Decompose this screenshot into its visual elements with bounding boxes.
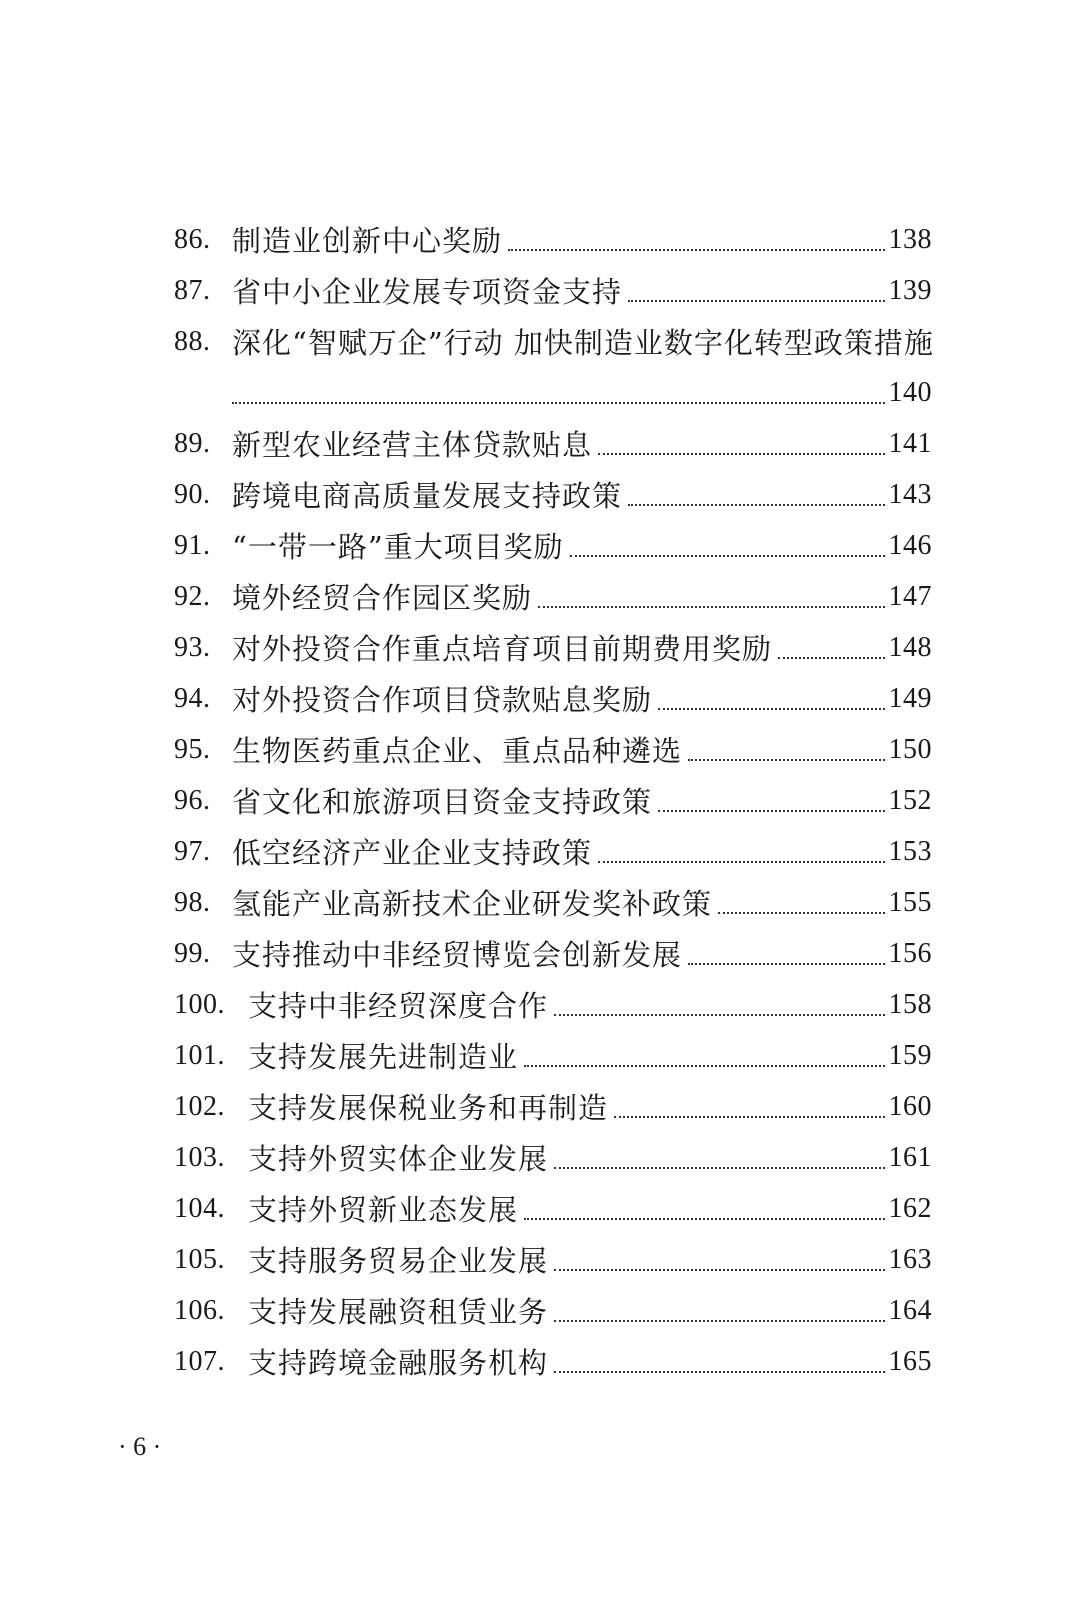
toc-entry-title: 支持发展保税业务和再制造	[248, 1091, 609, 1125]
toc-entry-page: 146	[888, 529, 932, 561]
toc-entry-page: 156	[888, 937, 932, 969]
toc-entry-number: 92.	[174, 580, 211, 612]
toc-entry-number: 99.	[174, 937, 211, 969]
toc-entry-number: 89.	[174, 427, 211, 459]
toc-entry-92[interactable]	[174, 571, 932, 622]
toc-entry-page: 139	[888, 274, 932, 306]
toc-entry-page: 138	[888, 223, 932, 255]
toc-entry-title: 对外投资合作重点培育项目前期费用奖励	[232, 632, 773, 666]
toc-entry-page: 141	[888, 427, 932, 459]
toc-entry-page: 155	[888, 886, 932, 918]
dot-leader	[570, 555, 885, 557]
toc-entry-102[interactable]	[174, 1081, 932, 1132]
toc-entry-101[interactable]	[174, 1030, 932, 1081]
toc-entry-100[interactable]	[174, 979, 932, 1030]
toc-entry-page: 161	[888, 1141, 932, 1173]
toc-entry-87[interactable]	[174, 265, 932, 316]
toc-entry-title: 跨境电商高质量发展支持政策	[232, 479, 623, 513]
toc-entry-96[interactable]	[174, 775, 932, 826]
toc-entry-title: 深化“智赋万企”行动 加快制造业数字化转型政策措施	[232, 326, 934, 360]
dot-leader	[688, 963, 884, 965]
dot-leader	[778, 657, 884, 659]
toc-entry-88[interactable]	[174, 316, 932, 367]
dot-leader	[554, 1320, 884, 1322]
toc-entry-page: 147	[888, 580, 932, 612]
toc-entry-page: 148	[888, 631, 932, 663]
toc-entry-number: 101.	[174, 1039, 225, 1071]
toc-entry-86[interactable]	[174, 214, 932, 265]
toc-entry-title: 支持发展先进制造业	[248, 1040, 519, 1074]
dot-leader	[658, 810, 884, 812]
toc-entry-title: 支持中非经贸深度合作	[248, 989, 549, 1023]
toc-entry-91[interactable]	[174, 520, 932, 571]
toc-entry-89[interactable]	[174, 418, 932, 469]
toc-entry-title: 生物医药重点企业、重点品种遴选	[232, 734, 683, 768]
dot-leader	[688, 759, 884, 761]
toc-entry-number: 96.	[174, 784, 211, 816]
toc-entry-page: 140	[888, 376, 932, 408]
toc-entry-number: 94.	[174, 682, 211, 714]
dot-leader	[718, 912, 884, 914]
toc-entry-97[interactable]	[174, 826, 932, 877]
toc-entry-number: 86.	[174, 223, 211, 255]
toc-entry-number: 100.	[174, 988, 225, 1020]
dot-leader	[598, 861, 884, 863]
toc-entry-98[interactable]	[174, 877, 932, 928]
toc-entry-number: 87.	[174, 274, 211, 306]
toc-entry-page: 164	[888, 1294, 932, 1326]
toc-entry-number: 88.	[174, 325, 211, 357]
dot-leader	[628, 504, 884, 506]
dot-leader	[524, 1218, 884, 1220]
toc-entry-title: 境外经贸合作园区奖励	[232, 581, 533, 615]
table-of-contents	[174, 214, 932, 1387]
toc-entry-number: 103.	[174, 1141, 225, 1173]
toc-entry-page: 152	[888, 784, 932, 816]
dot-leader	[554, 1269, 884, 1271]
toc-entry-number: 97.	[174, 835, 211, 867]
toc-entry-page: 153	[888, 835, 932, 867]
toc-entry-page: 165	[888, 1345, 932, 1377]
toc-entry-90[interactable]	[174, 469, 932, 520]
toc-entry-title: 氢能产业高新技术企业研发奖补政策	[232, 887, 713, 921]
toc-entry-title: 支持服务贸易企业发展	[248, 1244, 549, 1278]
toc-entry-title: 省中小企业发展专项资金支持	[232, 275, 623, 309]
toc-entry-page: 160	[888, 1090, 932, 1122]
toc-entry-107[interactable]	[174, 1336, 932, 1387]
dot-leader	[508, 249, 884, 251]
toc-entry-page: 143	[888, 478, 932, 510]
toc-entry-title: 支持推动中非经贸博览会创新发展	[232, 938, 683, 972]
toc-entry-title: 省文化和旅游项目资金支持政策	[232, 785, 653, 819]
toc-entry-title: 制造业创新中心奖励	[232, 224, 503, 258]
toc-entry-title: 支持外贸实体企业发展	[248, 1142, 549, 1176]
dot-leader	[554, 1371, 884, 1373]
toc-entry-page: 149	[888, 682, 932, 714]
toc-entry-page: 158	[888, 988, 932, 1020]
toc-entry-number: 106.	[174, 1294, 225, 1326]
toc-entry-title: 对外投资合作项目贷款贴息奖励	[232, 683, 653, 717]
dot-leader	[232, 402, 885, 404]
toc-entry-99[interactable]	[174, 928, 932, 979]
toc-entry-88-continuation[interactable]	[174, 367, 932, 418]
toc-entry-page: 162	[888, 1192, 932, 1224]
toc-entry-number: 102.	[174, 1090, 225, 1122]
toc-entry-number: 93.	[174, 631, 211, 663]
toc-entry-page: 163	[888, 1243, 932, 1275]
toc-entry-number: 104.	[174, 1192, 225, 1224]
toc-entry-93[interactable]	[174, 622, 932, 673]
toc-entry-number: 90.	[174, 478, 211, 510]
toc-entry-title: 支持外贸新业态发展	[248, 1193, 519, 1227]
toc-entry-105[interactable]	[174, 1234, 932, 1285]
toc-entry-number: 107.	[174, 1345, 225, 1377]
toc-entry-title: 支持跨境金融服务机构	[248, 1346, 549, 1380]
toc-entry-104[interactable]	[174, 1183, 932, 1234]
dot-leader	[554, 1014, 884, 1016]
toc-entry-number: 98.	[174, 886, 211, 918]
dot-leader	[598, 453, 884, 455]
toc-entry-106[interactable]	[174, 1285, 932, 1336]
dot-leader	[524, 1065, 884, 1067]
toc-entry-103[interactable]	[174, 1132, 932, 1183]
dot-leader	[628, 300, 884, 302]
toc-entry-94[interactable]	[174, 673, 932, 724]
toc-entry-number: 105.	[174, 1243, 225, 1275]
dot-leader	[658, 708, 884, 710]
toc-entry-page: 150	[888, 733, 932, 765]
toc-entry-title: 新型农业经营主体贷款贴息	[232, 428, 593, 462]
toc-entry-page: 159	[888, 1039, 932, 1071]
page-number: · 6 ·	[118, 1432, 162, 1461]
dot-leader	[614, 1116, 884, 1118]
toc-entry-number: 95.	[174, 733, 211, 765]
toc-entry-95[interactable]	[174, 724, 932, 775]
toc-entry-number: 91.	[174, 529, 211, 561]
toc-entry-title: “一带一路”重大项目奖励	[232, 530, 564, 564]
toc-entry-title: 低空经济产业企业支持政策	[232, 836, 593, 870]
dot-leader	[554, 1167, 884, 1169]
dot-leader	[538, 606, 884, 608]
toc-entry-title: 支持发展融资租赁业务	[248, 1295, 549, 1329]
